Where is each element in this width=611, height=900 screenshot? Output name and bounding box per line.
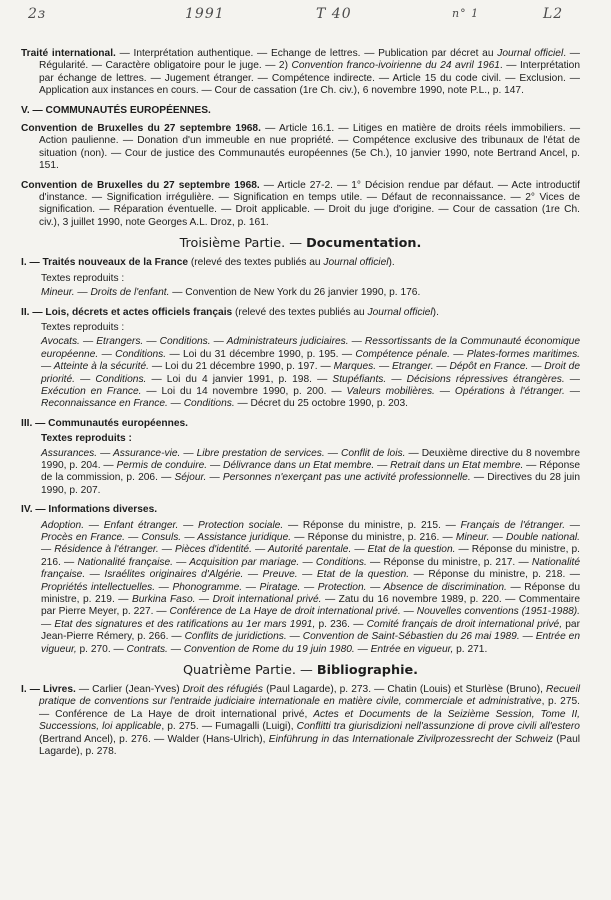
handwritten-note-1: 2ɜ (28, 6, 47, 22)
entry-title: Convention de Bruxelles du 27 septembre 1968. (21, 123, 261, 135)
part-four-heading: Quatrième Partie. — Bibliographie. (182, 663, 418, 679)
section-livres: I. — Livres. — Carlier (Jean-Yves) Droit des réfugiés (Paul Lagarde), p. 273. — Chatin (Louis) et Sturlèse (Bruno), Recueil pratique de conventions sur l'entraide judiciaire internationale en matière civile, commerciale et administrative, p. 275. — Conférence de La Haye de droit international privé, Actes et Documents de la Seizième Session, Tome II, Successions, loi applicable, p. 275. — Fumagalli (Luigi), Conflitti tra giurisdizioni nell'assunzione di prove civili all'estero (Bertrand Ancel), p. 276. — Walder (Hans-Ulrich), Einführung in das Internationale Zivilprozessrecht der Schweiz (Paul Lagarde), p. 278. (21, 684, 580, 758)
entry-title: Convention de Bruxelles du 27 septembre 1968. (21, 179, 260, 191)
section-body: Assurances. — Assurance-vie. — Libre prestation de services. — Conflit de lois. — Deuxième directive du 8 novembre 1990, p. 204. — Permis de conduire. — Délivrance dans un Etat membre. — Retrait dans un Etat membre. — Réponse de la commission, p. 206. — Séjour. — Personnes n'exerçant pas une activité professionnelle. — Directives du 28 juin 1990, p. 207. (41, 447, 581, 496)
section-informations-diverses: IV. — Informations diverses. (21, 504, 158, 516)
textes-reproduits-label: Textes reproduits : (41, 433, 132, 445)
handwritten-note-3: T 40 (316, 6, 352, 22)
textes-reproduits-label: Textes reproduits : (41, 321, 125, 333)
section-communautes-europeennes: III. — Communautés européennes. (21, 417, 188, 429)
section-body: Adoption. — Enfant étranger. — Protection sociale. — Réponse du ministre, p. 215. — Français de l'étranger. — Procès en France. — Consuls. — Assistance juridique. — Réponse du ministre, p. 216. — Mineur. — Double national. — Résidence à l'étranger. — Pièces d'identité. — Autorité parentale. — Etat de la question. — Réponse du ministre, p. 216. — Nationalité française. — Acquisition par mariage. — Conditions. — Réponse du ministre, p. 217. — Nationalité française. — Israélites originaires d'Algérie. — Preuve. — Etat de la question. — Réponse du ministre, p. 218. — Propriétés intellectuelles. — Phonogramme. — Piratage. — Protection. — Absence de discrimination. — Réponse du ministre, p. 219. — Burkina Faso. — Droit international privé. — Zatu du 16 novembre 1989, p. 220. — Commentaire par Pierre Meyer, p. 227. — Conférence de La Haye de droit international privé. — Nouvelles conventions (1951-1988). — Etat des signatures et des ratifications au 1er mars 1991, p. 236. — Comité français de droit international privé, par Jean-Pierre Rémery, p. 266. — Conflits de juridictions. — Convention de Saint-Sébastien du 26 mai 1989. — Entrée en vigueur, p. 270. — Contrats. — Convention de Rome du 19 juin 1980. — Entrée en vigueur, p. 271. (41, 519, 581, 655)
section-heading-communautes: V. — COMMUNAUTÉS EUROPÉENNES. (21, 104, 211, 116)
handwritten-note-2: 1991 (185, 6, 225, 22)
textes-reproduits-label: Textes reproduits : (41, 272, 125, 284)
section-lois-decrets: II. — Lois, décrets et actes officiels français (relevé des textes publiés au Journal officiel). (21, 306, 439, 318)
part-three-heading: Troisième Partie. — Documentation. (179, 236, 422, 252)
handwritten-note-4: n° 1 (452, 7, 480, 20)
handwritten-note-5: L2 (543, 6, 564, 22)
entry-bruxelles-27: Convention de Bruxelles du 27 septembre 1968. — Article 27-2. — 1° Décision rendue par défaut. — Acte introductif d'instance. — Signification irrégulière. — Signification en temps utile. — Défaut de reconnaissance. — 2° Vices de signification. — Réparation éventuelle. — Droit applicable. — Droit du juge d'origine. — Cour de cassation (1re Ch. civ.), 3 juillet 1990, note Georges A.L. Droz, p. 161. (21, 179, 581, 228)
section-body: Mineur. — Droits de l'enfant. — Convention de New York du 26 janvier 1990, p. 176. (41, 287, 421, 299)
entry-bruxelles-16: Convention de Bruxelles du 27 septembre 1968. — Article 16.1. — Litiges en matière de droits réels immobiliers. — Action paulienne. — Donation d'un immeuble en nue propriété. — Compétence exclusive des tribunaux de l'état de situation (non). — Cour de justice des Communautés européennes (5e Ch.), 10 janvier 1990, note Bertrand Ancel, p. 151. (21, 123, 581, 172)
entry-title: Traité international. (21, 48, 116, 59)
entry-traite-international: Traité international. — Interprétation authentique. — Echange de lettres. — Publication par décret au Journal officiel. — Régularité. — Caractère obligatoire pour le juge. — 2) Convention franco-ivoirienne du 24 avril 1961. — Interprétation par échange de lettres. — Jugement étranger. — Compétence indirecte. — Article 15 du code civil. — Exclusion. — Application aux instances en cours. — Cour de cassation (1re Ch. civ.), 6 novembre 1990, note P.L., p. 147. (21, 48, 580, 97)
document-body (21, 48, 580, 766)
section-body: Avocats. — Etrangers. — Conditions. — Administrateurs judiciaires. — Ressortissants de la Communauté économique européenne. — Conditions. — Loi du 31 décembre 1990, p. 195. — Compétence pénale. — Plates-formes maritimes. — Atteinte à la sécurité. — Loi du 21 décembre 1990, p. 197. — Marques. — Etranger. — Dépôt en France. — Droit de priorité. — Conditions. — Loi du 4 janvier 1991, p. 198. — Stupéfiants. — Décisions répressives étrangères. — Exécution en France. — Loi du 14 novembre 1990, p. 200. — Valeurs mobilières. — Opérations à l'étranger. — Reconnaissance en France. — Conditions. — Décret du 25 octobre 1990, p. 203. (41, 336, 581, 410)
section-traites-nouveaux: I. — Traités nouveaux de la France (relevé des textes publiés au Journal officiel). (21, 257, 395, 269)
